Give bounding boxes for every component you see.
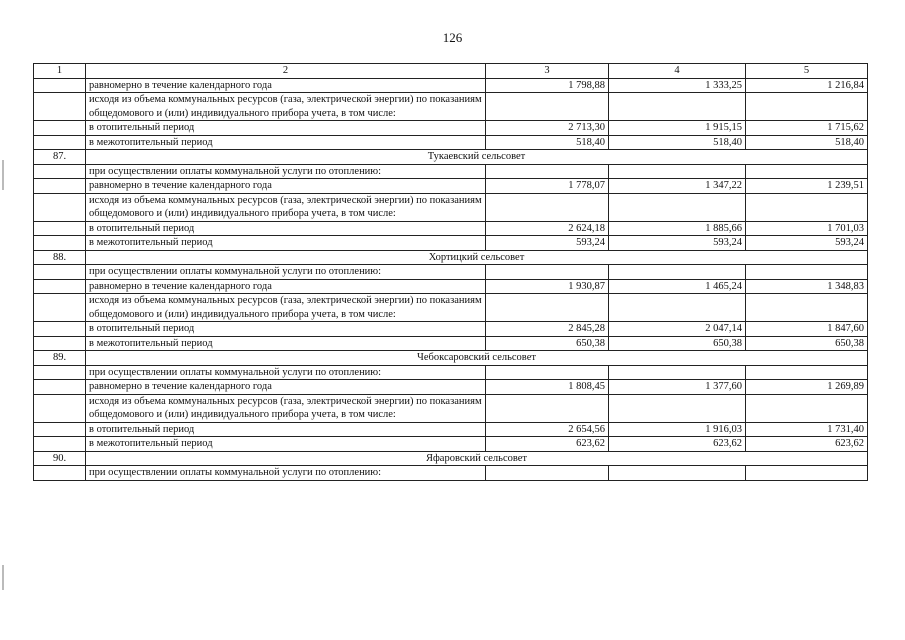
text-row	[34, 466, 868, 481]
table-row	[34, 135, 868, 150]
table-row	[34, 78, 868, 93]
row-number-cell	[34, 365, 86, 380]
value-cell-4: 1 885,66	[609, 221, 746, 236]
text-row	[34, 365, 868, 380]
section-number: 89.	[34, 351, 86, 366]
row-number-cell	[34, 437, 86, 452]
value-cell-4: 2 047,14	[609, 322, 746, 337]
table-row	[34, 179, 868, 194]
text-row	[34, 294, 868, 322]
value-cell-3: 623,62	[486, 437, 609, 452]
row-number-cell	[34, 380, 86, 395]
header-cell-3: 3	[486, 64, 609, 79]
value-cell-3: 1 798,88	[486, 78, 609, 93]
table-row	[34, 322, 868, 337]
value-cell-5	[746, 294, 868, 322]
value-cell-4: 1 377,60	[609, 380, 746, 395]
value-cell-4	[609, 294, 746, 322]
section-title: Чебоксаровский сельсовет	[86, 351, 868, 366]
value-cell-5	[746, 193, 868, 221]
value-cell-4	[609, 394, 746, 422]
value-cell-4: 1 347,22	[609, 179, 746, 194]
text-row	[34, 265, 868, 280]
row-number-cell	[34, 93, 86, 121]
row-label: при осуществлении оплаты коммунальной услуги по отоплению:	[86, 365, 486, 380]
value-cell-3	[486, 193, 609, 221]
row-number-cell	[34, 322, 86, 337]
row-label: в межотопительный период	[86, 135, 486, 150]
section-row	[34, 250, 868, 265]
row-number-cell	[34, 121, 86, 136]
value-cell-4	[609, 265, 746, 280]
row-label: в межотопительный период	[86, 437, 486, 452]
value-cell-4	[609, 365, 746, 380]
table-row	[34, 380, 868, 395]
value-cell-3: 1 778,07	[486, 179, 609, 194]
value-cell-5: 1 216,84	[746, 78, 868, 93]
value-cell-3	[486, 466, 609, 481]
text-row	[34, 193, 868, 221]
value-cell-5: 518,40	[746, 135, 868, 150]
row-number-cell	[34, 236, 86, 251]
value-cell-4	[609, 193, 746, 221]
header-cell-2: 2	[86, 64, 486, 79]
tariff-table	[33, 63, 868, 481]
value-cell-5: 623,62	[746, 437, 868, 452]
section-number: 87.	[34, 150, 86, 165]
section-row	[34, 150, 868, 165]
section-title: Хортицкий сельсовет	[86, 250, 868, 265]
value-cell-4: 518,40	[609, 135, 746, 150]
value-cell-3	[486, 93, 609, 121]
row-number-cell	[34, 294, 86, 322]
table-row	[34, 221, 868, 236]
value-cell-3	[486, 265, 609, 280]
section-title: Яфаровский сельсовет	[86, 451, 868, 466]
scan-edge-mark	[2, 160, 4, 190]
table-row	[34, 422, 868, 437]
value-cell-5	[746, 394, 868, 422]
value-cell-5	[746, 164, 868, 179]
value-cell-4: 1 915,15	[609, 121, 746, 136]
row-label: исходя из объема коммунальных ресурсов (газа, электрической энергии) по показаниям общедомового и (или) индивидуального прибора учета, в том числе:	[86, 193, 486, 221]
row-label: в отопительный период	[86, 422, 486, 437]
value-cell-4	[609, 164, 746, 179]
value-cell-3: 2 713,30	[486, 121, 609, 136]
value-cell-3: 650,38	[486, 336, 609, 351]
value-cell-3	[486, 294, 609, 322]
value-cell-5: 650,38	[746, 336, 868, 351]
text-row	[34, 394, 868, 422]
row-label: в отопительный период	[86, 322, 486, 337]
row-label: равномерно в течение календарного года	[86, 279, 486, 294]
text-row	[34, 164, 868, 179]
value-cell-3	[486, 164, 609, 179]
value-cell-3	[486, 394, 609, 422]
header-cell-4: 4	[609, 64, 746, 79]
row-label: исходя из объема коммунальных ресурсов (газа, электрической энергии) по показаниям общедомового и (или) индивидуального прибора учета, в том числе:	[86, 93, 486, 121]
row-label: в межотопительный период	[86, 336, 486, 351]
row-number-cell	[34, 336, 86, 351]
table-row	[34, 336, 868, 351]
header-cell-5: 5	[746, 64, 868, 79]
value-cell-3: 518,40	[486, 135, 609, 150]
value-cell-4: 1 465,24	[609, 279, 746, 294]
row-label: при осуществлении оплаты коммунальной услуги по отоплению:	[86, 466, 486, 481]
row-number-cell	[34, 466, 86, 481]
row-number-cell	[34, 422, 86, 437]
section-row	[34, 451, 868, 466]
page-number: 126	[442, 30, 463, 45]
row-label: при осуществлении оплаты коммунальной услуги по отоплению:	[86, 164, 486, 179]
value-cell-5: 593,24	[746, 236, 868, 251]
value-cell-3: 593,24	[486, 236, 609, 251]
section-row	[34, 351, 868, 366]
value-cell-5: 1 731,40	[746, 422, 868, 437]
header-row	[34, 64, 868, 79]
row-number-cell	[34, 279, 86, 294]
table-row	[34, 236, 868, 251]
section-number: 90.	[34, 451, 86, 466]
value-cell-3	[486, 365, 609, 380]
row-label: в межотопительный период	[86, 236, 486, 251]
row-label: при осуществлении оплаты коммунальной услуги по отоплению:	[86, 265, 486, 280]
value-cell-5: 1 348,83	[746, 279, 868, 294]
row-number-cell	[34, 193, 86, 221]
row-label: равномерно в течение календарного года	[86, 78, 486, 93]
header-cell-1: 1	[34, 64, 86, 79]
value-cell-4: 650,38	[609, 336, 746, 351]
row-number-cell	[34, 164, 86, 179]
row-label: исходя из объема коммунальных ресурсов (газа, электрической энергии) по показаниям общедомового и (или) индивидуального прибора учета, в том числе:	[86, 294, 486, 322]
value-cell-4	[609, 93, 746, 121]
value-cell-5	[746, 93, 868, 121]
value-cell-5: 1 715,62	[746, 121, 868, 136]
value-cell-5: 1 701,03	[746, 221, 868, 236]
value-cell-4: 593,24	[609, 236, 746, 251]
value-cell-5: 1 239,51	[746, 179, 868, 194]
value-cell-3: 2 845,28	[486, 322, 609, 337]
value-cell-3: 1 808,45	[486, 380, 609, 395]
value-cell-4: 1 916,03	[609, 422, 746, 437]
value-cell-5	[746, 466, 868, 481]
value-cell-5: 1 847,60	[746, 322, 868, 337]
row-number-cell	[34, 221, 86, 236]
section-title: Тукаевский сельсовет	[86, 150, 868, 165]
value-cell-4: 1 333,25	[609, 78, 746, 93]
section-number: 88.	[34, 250, 86, 265]
row-number-cell	[34, 135, 86, 150]
value-cell-3: 2 624,18	[486, 221, 609, 236]
row-number-cell	[34, 265, 86, 280]
row-label: в отопительный период	[86, 221, 486, 236]
table-row	[34, 437, 868, 452]
row-number-cell	[34, 179, 86, 194]
value-cell-5	[746, 265, 868, 280]
scan-edge-mark	[2, 565, 4, 590]
value-cell-3: 1 930,87	[486, 279, 609, 294]
row-label: исходя из объема коммунальных ресурсов (газа, электрической энергии) по показаниям общедомового и (или) индивидуального прибора учета, в том числе:	[86, 394, 486, 422]
value-cell-4	[609, 466, 746, 481]
row-number-cell	[34, 394, 86, 422]
table-row	[34, 279, 868, 294]
row-number-cell	[34, 78, 86, 93]
value-cell-5	[746, 365, 868, 380]
row-label: равномерно в течение календарного года	[86, 380, 486, 395]
text-row	[34, 93, 868, 121]
table-row	[34, 121, 868, 136]
value-cell-4: 623,62	[609, 437, 746, 452]
row-label: равномерно в течение календарного года	[86, 179, 486, 194]
value-cell-3: 2 654,56	[486, 422, 609, 437]
row-label: в отопительный период	[86, 121, 486, 136]
value-cell-5: 1 269,89	[746, 380, 868, 395]
